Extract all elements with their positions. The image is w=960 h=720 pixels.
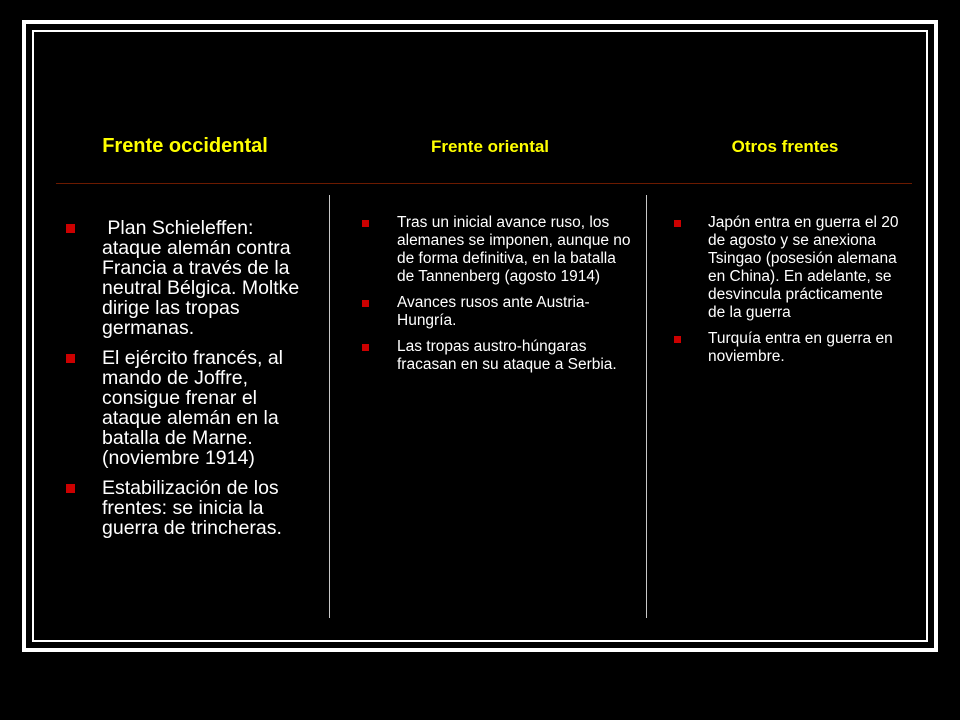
heading-rule <box>56 183 912 184</box>
list-item-text: Turquía entra en guerra en noviembre. <box>708 330 893 365</box>
list-frente-occidental <box>66 218 316 548</box>
heading-frente-occidental: Frente occidental <box>102 135 268 157</box>
column-divider <box>329 195 330 618</box>
list-otros-frentes <box>674 214 900 374</box>
list-frente-oriental <box>362 214 632 382</box>
column-divider <box>646 195 647 618</box>
list-item-text: Estabilización de los frentes: se inicia la guerra de trincheras. <box>102 477 282 539</box>
square-bullet-icon <box>66 224 75 233</box>
list-item-text: Las tropas austro-húngaras fracasan en su ataque a Serbia. <box>397 338 617 373</box>
square-bullet-icon <box>362 344 369 351</box>
list-item-text: Japón entra en guerra el 20 de agosto y se anexiona Tsingao (posesión alemana en China). En adelante, se desvincula prácticamente de la guerra <box>708 214 899 321</box>
list-item <box>362 338 632 374</box>
list-item-text: Avances rusos ante Austria-Hungría. <box>397 294 590 329</box>
square-bullet-icon <box>66 354 75 363</box>
heading-frente-oriental: Frente oriental <box>430 137 550 156</box>
list-item <box>674 330 900 366</box>
list-item <box>66 348 316 468</box>
list-item <box>362 214 632 286</box>
list-item <box>362 294 632 330</box>
square-bullet-icon <box>66 484 75 493</box>
list-item <box>66 478 316 538</box>
square-bullet-icon <box>362 220 369 227</box>
heading-otros-frentes: Otros frentes <box>731 137 839 156</box>
list-item <box>66 218 316 338</box>
square-bullet-icon <box>362 300 369 307</box>
list-item-text: Plan Schieleffen: ataque alemán contra Francia a través de la neutral Bélgica. Moltke dirige las tropas germanas. <box>102 217 300 339</box>
square-bullet-icon <box>674 220 681 227</box>
list-item-text: El ejército francés, al mando de Joffre, consigue frenar el ataque alemán en la batalla de Marne. (noviembre 1914) <box>102 347 283 469</box>
list-item <box>674 214 900 322</box>
square-bullet-icon <box>674 336 681 343</box>
list-item-text: Tras un inicial avance ruso, los alemanes se imponen, aunque no de forma definitiva, en la batalla de Tannenberg (agosto 1914) <box>397 214 631 285</box>
